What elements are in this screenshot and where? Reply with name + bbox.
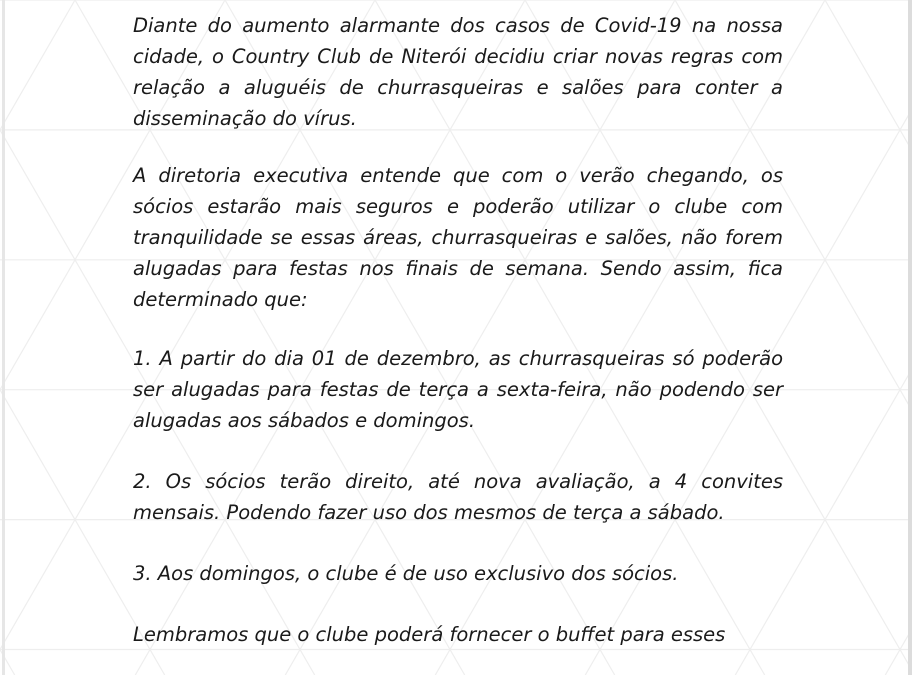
paragraph-rule-1: 1. A partir do dia 01 de dezembro, as churrasqueiras só poderão ser alugadas para festas de terça a sexta-feira, não podendo ser alugadas aos sábados e domingos. <box>133 347 783 432</box>
paragraph-rule-2: 2. Os sócios terão direito, até nova avaliação, a 4 convites mensais. Podendo fazer uso dos mesmos de terça a sábado. <box>133 470 783 524</box>
paragraph-intro: Diante do aumento alarmante dos casos de Covid-19 na nossa cidade, o Country Club de Niterói decidiu criar novas regras com relação a aluguéis de churrasqueiras e salões para conter a disseminação do vírus. <box>133 14 783 130</box>
page-border-right <box>908 0 912 675</box>
paragraph-closing: Lembramos que o clube poderá fornecer o buffet para esses <box>133 623 726 646</box>
paragraph-rule-3: 3. Aos domingos, o clube é de uso exclusivo dos sócios. <box>133 562 679 585</box>
notice-text <box>133 10 783 650</box>
page-border-left <box>2 0 5 675</box>
paragraph-diretoria: A diretoria executiva entende que com o verão chegando, os sócios estarão mais seguros e poderão utilizar o clube com tranquilidade se essas áreas, churrasqueiras e salões, não forem alugadas para festas nos finais de semana. Sendo assim, fica determinado que: <box>133 164 783 311</box>
